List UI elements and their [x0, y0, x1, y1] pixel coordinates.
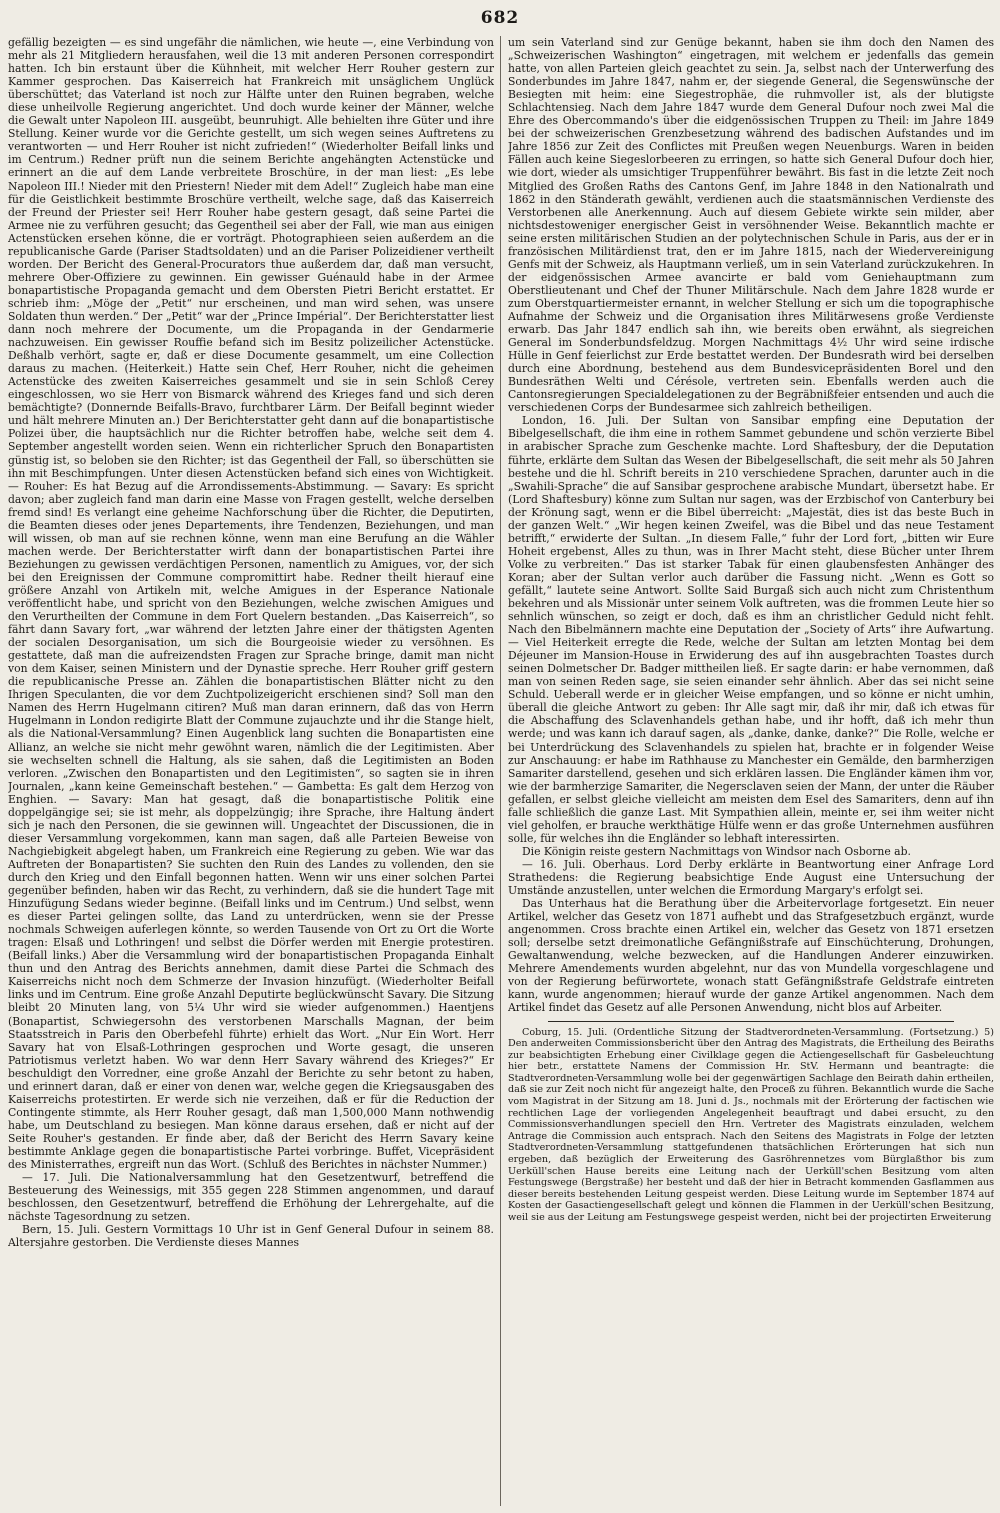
news-paragraph-oberhaus: — 16. Juli. Oberhaus. Lord Derby erklärte in Beantwortung einer Anfrage Lord Strathedens: die Regierung beabsichtige Ende August eine Untersuchung der Umstände anzustellen, unter welchen die Ermordung Margary's erfolgt sei.	[508, 857, 994, 898]
news-paragraph-17-juli: — 17. Juli. Die Nationalversammlung hat den Gesetzentwurf, betreffend die Besteuerung des Weinessigs, mit 355 gegen 228 Stimmen angenommen, und darauf beschlossen, den Gesetzentwurf, betreffend die Erhöhung der Lehrergehalte, auf die nächste Tagesordnung zu setzen.	[8, 1171, 494, 1224]
report-paragraph: gefällig bezeigten — es sind ungefähr die nämlichen, wie heute —, eine Verbindung von mehr als 21 Mitgliedern herausfahen, weil die 13 mit anderen Personen correspondirt hatten. Ich bin erstaunt über die Kühnheit, mit welcher Herr Rouher gestern zur Kammer gesprochen. Das Kaiserreich hat Frankreich mit unsäglichem Unglück überschüttet; das Vaterland ist noch zur Hälfte unter den Ruinen begraben, welche diese unheilvolle Regierung angerichtet. Und doch wurde keiner der Männer, welche die Gewalt unter Napoleon III. ausgeübt, beunruhigt. Alle behielten ihre Güter und ihre Stellung. Keiner wurde vor die Gerichte gestellt, um sich wegen seines Auftretens zu verantworten — und Herr Rouher ist nicht zufrieden!“ (Wiederholter Beifall links und im Centrum.) Redner prüft nun die seinem Berichte angehängten Actenstücke und erinnert an die auf dem Lande verbreitete Broschüre, in der man liest: „Es lebe Napoleon III.! Nieder mit den Priestern! Nieder mit dem Adel!“ Zugleich habe man eine für die Geistlichkeit bestimmte Broschüre vertheilt, welche sage, daß das Kaiserreich der Freund der Priester sei! Herr Rouher habe gestern gesagt, daß seine Partei die Armee nie zu verführen gesucht; das Gegentheil sei aber der Fall, wie man aus einigen Actenstücken ersehen könne, die er vorträgt. Photographieen seien außerdem an die republicanische Garde (Pariser Stadtsoldaten) und an die Pariser Polizeidiener vertheilt worden. Der Bericht des General-Procurators thue außerdem dar, daß man versucht, mehrere Ober-Offiziere zu gewinnen. Ein gewisser Guénauld habe in der Armee bonapartistische Propaganda gemacht und dem Obersten Pietri Bericht erstattet. Er schrieb ihm: „Möge der „Petit“ nur erscheinen, und man wird sehen, was unsere Soldaten thun werden.“ Der „Petit“ war der „Prince Impérial“. Der Berichterstatter liest dann noch mehrere der Documente, um die Propaganda in der Gendarmerie nachzuweisen. Ein gewisser Rouffie befand sich im Besitz polizeilicher Actenstücke. Deßhalb verhört, sagte er, daß er diese Documente gesammelt, um eine Collection daraus zu machen. (Heiterkeit.) Hatte sein Chef, Herr Rouher, nicht die geheimen Actenstücke des zweiten Kaiserreiches gesammelt und sie in sein Schloß Cerey eingeschlossen, wo sie Herr von Bismarck während des Krieges fand und sich deren bemächtigte? (Donnernde Beifalls-Bravo, furchtbarer Lärm. Der Beifall beginnt wieder und hält mehrere Minuten an.) Der Berichterstatter geht dann auf die bonapartistische Polizei über, die hauptsächlich nur die Richter betroffen habe, welche seit dem 4. September angestellt worden seien. Wenn ein richterlicher Spruch den Bonapartisten günstig ist, so beloben sie den Richter; ist das Gegentheil der Fall, so überschütten sie ihn mit Beschimpfungen. Unter diesen Actenstücken befand sich eines von Wichtigkeit. — Rouher: Es hat Bezug auf die Arrondissements-Abstimmung. — Savary: Es spricht davon; aber zugleich fand man darin eine Masse von Fragen gestellt, welche derselben fremd sind! Es verlangt eine geheime Nachforschung über die Richter, die Deputirten, die Beamten dieses oder jenes Departements, ihre Tendenzen, Beziehungen, und man will wissen, ob man auf sie rechnen könne, wenn man eine Berufung an die Wähler machen werde. Der Berichterstatter wirft dann der bonapartistischen Partei ihre Beziehungen zu gewissen verdächtigen Personen, namentlich zu Amigues, vor, der sich bei den Ereignissen der Commune compromittirt habe. Redner theilt hierauf eine größere Anzahl von Artikeln mit, welche Amigues in der Esperance Nationale veröffentlicht habe, und spricht von den Beziehungen, welche zwischen Amigues und den Verurtheilten der Commune in dem Fort Quelern bestanden. „Das Kaiserreich“, so fährt dann Savary fort, „war während der letzten Jahre einer der thätigsten Agenten der socialen Desorganisation, um sich die Bourgeoisie wieder zu versöhnen. Es gestattete, daß man die aufreizendsten Fragen zur Sprache bringe, damit man nicht von dem Kaiser, seinen Ministern und der Dynastie spreche. Herr Rouher griff gestern die republicanische Presse an. Zählen die bonapartistischen Blätter nicht zu den Ihrigen Speculanten, die vor dem Zuchtpolizeigericht erschienen sind? Soll man den Namen des Herrn Hugelmann citiren? Muß man daran erinnern, daß das von Herrn Hugelmann in London redigirte Blatt der Commune zujauchzte und ihr die Stange hielt, als die National-Versammlung? Einen Augenblick lang suchten die Bonapartisten eine Allianz, an welche sie nicht mehr gewöhnt waren, nämlich die der Legitimisten. Aber sie wechselten schnell die Haltung, als sie sahen, daß die Legitimisten an Boden verloren. „Zwischen den Bonapartisten und den Legitimisten“, so sagten sie in ihren Journalen, „kann keine Gemeinschaft bestehen.“ — Gambetta: Es galt dem Herzog von Enghien. — Savary: Man hat gesagt, daß die bonapartistische Politik eine doppelgängige sei; sie ist mehr, als doppelzüngig; ihre Sprache, ihre Haltung ändert sich je nach den Personen, die sie gewinnen will. Ungeachtet der Discussionen, die in dieser Versammlung vorgekommen, kann man sagen, daß alle Parteien Beweise von Nachgiebigkeit abgelegt haben, um Frankreich eine Regierung zu geben. Wie war das Auftreten der Bonapartisten? Sie suchten den Ruin des Landes zu vollenden, den sie durch den Krieg und den Einfall begonnen hatten. Wenn wir uns einer solchen Partei gegenüber befinden, haben wir das Recht, zu verhindern, daß sie die hundert Tage mit Hinzufügung Sedans wieder beginne. (Beifall links und im Centrum.) Und selbst, wenn es dieser Partei gelingen sollte, das Land zu unterdrücken, wenn sie der Presse nochmals Schweigen auferlegen könnte, so werden Tausende von Ort zu Ort die Worte tragen: Elsaß und Lothringen! und selbst die Dörfer werden mit Energie protestiren. (Beifall links.) Aber die Versammlung wird der bonapartistischen Propaganda Einhalt thun und den Antrag des Berichts annehmen, damit diese Partei die Schmach des Kaiserreichs nicht noch dem Schmerze der Invasion hinzufügt. (Wiederholter Beifall links und im Centrum. Eine große Anzahl Deputirte beglückwünscht Savary. Die Sitzung bleibt 20 Minuten lang, von 5¼ Uhr wird sie wieder aufgenommen.) Haentjens (Bonapartist, Schwiegersohn des verstorbenen Marschalls Magnan, der beim Staatsstreich in Paris den Oberbefehl führte) erhielt das Wort. „Nur Ein Wort. Herr Savary hat von Elsaß-Lothringen gesprochen und Worte gesagt, die unseren Patriotismus verletzt haben. Wo war denn Herr Savary während des Krieges?“ Er beschuldigt den Vorredner, eine große Anzahl der Berichte zu sehr betont zu haben, und erinnert daran, daß er einer von denen war, welche gegen die Kriegsausgaben des Kaiserreichs protestirten. Er werde sich nie verzeihen, daß er für die Reduction der Contingente stimmte, als Herr Rouher gesagt, daß man 1,500,000 Mann nothwendig habe, um Deutschland zu besiegen. Man könne daraus ersehen, daß er nicht auf der Seite Rouher's gestanden. Er finde aber, daß der Bericht des Herrn Savary keine bestimmte Anklage gegen die bonapartistische Partei vorbringe. Buffet, Vicepräsident des Ministerrathes, ergreift nun das Wort. (Schluß des Berichtes in nächster Nummer.)	[8, 36, 494, 1172]
right-column	[508, 36, 994, 1506]
page-number: 682	[480, 8, 520, 28]
section-rule	[548, 1021, 954, 1022]
news-paragraph-london: London, 16. Juli. Der Sultan von Sansibar empfing eine Deputation der Bibelgesellschaft, die ihm eine in rothem Sammet gebundene und schön verzierte Bibel in arabischer Sprache zum Geschenke machte. Lord Shaftesbury, der die Deputation führte, erklärte dem Sultan das Wesen der Bibelgesellschaft, die seit mehr als 50 Jahren bestehe und die hl. Schrift bereits in 210 verschiedene Sprachen, darunter auch in die „Swahili-Sprache“ die auf Sansibar gesprochene arabische Mundart, übersetzt habe. Er (Lord Shaftesbury) könne zum Sultan nur sagen, was der Erzbischof von Canterbury bei der Krönung sagt, wenn er die Bibel überreicht: „Majestät, dies ist das beste Buch in der ganzen Welt.“ „Wir hegen keinen Zweifel, was die Bibel und das neue Testament betrifft,“ erwiderte der Sultan. „In diesem Falle,“ fuhr der Lord fort, „bitten wir Eure Hoheit ergebenst, Alles zu thun, was in Ihrer Macht steht, diese Bücher unter Ihrem Volke zu verbreiten.“ Das ist starker Tabak für einen glaubensfesten Anhänger des Koran; aber der Sultan verlor auch darüber die Fassung nicht. „Wenn es Gott so gefällt,“ lautete seine Antwort. Sollte Said Burgaß sich auch nicht zum Christenthum bekehren und als Missionär unter seinem Volk auftreten, was die frommen Leute hier so sehnlich wünschen, so zeigt er doch, daß es ihm an christlicher Geduld nicht fehlt. Nach den Bibelmännern machte eine Deputation der „Society of Arts“ ihre Aufwartung. — Viel Heiterkeit erregte die Rede, welche der Sultan am letzten Montag bei dem Déjeuner im Mansion-House in Erwiderung des auf ihn ausgebrachten Toastes durch seinen Dolmetscher Dr. Badger mittheilen ließ. Er sagte darin: er habe vernommen, daß man von seinen Reden sage, sie seien einander sehr ähnlich. Aber das sei nicht seine Schuld. Ueberall werde er in gleicher Weise empfangen, und so könne er nicht umhin, überall die gleiche Antwort zu geben: Ihr Alle sagt mir, daß ihr mir, daß ich etwas für die Abschaffung des Sclavenhandels gethan habe, und ihr hofft, daß ich mehr thun werde; und was kann ich darauf sagen, als „danke, danke, danke?“ Die Rolle, welche er bei Unterdrückung des Sclavenhandels zu spielen hat, brachte er in folgender Weise zur Anschauung: er habe im Rathhause zu Manchester ein Gemälde, den barmherzigen Samariter darstellend, gesehen und sich erklären lassen. Die Engländer kämen ihm vor, wie der barmherzige Samariter, die Negersclaven seien der Mann, der unter die Räuber gefallen, er selbst gleiche vielleicht am meisten dem Esel des Samariters, denn auf ihn falle schließlich die ganze Last. Mit Sympathien allein, meinte er, sei ihm weiter nicht viel geholfen, er brauche werkthätige Hülfe wenn er das große Unternehmen ausführen solle, für welches ihn die Engländer so lebhaft interessirten.	[508, 414, 994, 845]
news-paragraph-koenigin: Die Königin reiste gestern Nachmittags von Windsor nach Osborne ab.	[522, 844, 911, 858]
column-divider	[500, 36, 501, 1506]
dufour-paragraph: um sein Vaterland sind zur Genüge bekannt, haben sie ihm doch den Namen des „Schweizerischen Washington“ eingetragen, mit welchem er jedenfalls das gemein hatte, von allen Parteien gleich geachtet zu sein. Ja, selbst nach der Unterwerfung des Sonderbundes im Jahre 1847, nahm er, der siegende General, die Segenswünsche der Besiegten mit heim: eine Siegestrophäe, die ruhmvoller ist, als der blutigste Schlachtensieg. Nach dem Jahre 1847 wurde dem General Dufour noch zwei Mal die Ehre des Obercommando's über die eidgenössischen Truppen zu Theil: im Jahre 1849 bei der schweizerischen Grenzbesetzung während des badischen Aufstandes und im Jahre 1856 zur Zeit des Conflictes mit Preußen wegen Neuenburgs. Waren in beiden Fällen auch keine Siegeslorbeeren zu erringen, so hatte sich General Dufour doch hier, wie dort, wieder als umsichtiger Truppenführer bewährt. Bis fast in die letzte Zeit noch Mitglied des Großen Raths des Cantons Genf, im Jahre 1848 in den Nationalrath und 1862 in den Ständerath gewählt, verdienen auch die staatsmännischen Verdienste des Verstorbenen alle Anerkennung. Auch auf diesem Gebiete wirkte sein milder, aber nichtsdestoweniger energischer Geist in versöhnender Weise. Bekanntlich machte er seine ersten militärischen Studien an der polytechnischen Schule in Paris, aus der er in französischen Militärdienst trat, den er im Jahre 1815, nach der Wiedervereinigung Genfs mit der Schweiz, als Hauptmann verließ, um in sein Vaterland zurückzukehren. In der eidgenössischen Armee avancirte er bald vom Geniehauptmann zum Oberstlieutenant und Chef der Thuner Militärschule. Nach dem Jahre 1828 wurde er zum Oberstquartiermeister ernannt, in welcher Stellung er sich um die topographische Aufnahme der Schweiz und die Organisation ihres Militärwesens große Verdienste erwarb. Das Jahr 1847 endlich sah ihn, wie bereits oben erwähnt, als siegreichen General im Sonderbundsfeldzug. Morgen Nachmittags 4½ Uhr wird seine irdische Hülle in Genf feierlichst zur Erde bestattet werden. Der Bundesrath wird bei derselben durch eine Abordnung, bestehend aus dem Bundesvicepräsidenten Borel und den Bundesräthen Welti und Cérésole, vertreten sein. Ebenfalls werden auch die Cantonsregierungen Specialdelegationen zu der Begräbnißfeier entsenden und auch die verschiedenen Corps der Bundesarmee sich zahlreich betheiligen.	[508, 36, 994, 415]
news-paragraph-unterhaus: Das Unterhaus hat die Berathung über die Arbeitervorlage fortgesetzt. Ein neuer Artikel, welcher das Gesetz von 1871 aufhebt und das Strafgesetzbuch ergänzt, wurde angenommen. Cross brachte einen Artikel ein, welcher das Gesetz von 1871 ersetzen soll; derselbe setzt dreimonatliche Gefängnißstrafe auf Einschüchterung, Drohungen, Gewaltanwendung, welche bezwecken, auf die Handlungen Anderer einzuwirken. Mehrere Amendements wurden abgelehnt, nur das von Mundella vorgeschlagene und von der Regierung befürwortete, wonach statt Gefängnißstrafe Geldstrafe eintreten kann, wurde angenommen; hierauf wurde der ganze Artikel angenommen. Nach dem Artikel findet das Gesetz auf alle Personen Anwendung, nicht blos auf Arbeiter.	[508, 897, 994, 1015]
news-paragraph-bern: Bern, 15. Juli. Gestern Vormittags 10 Uhr ist in Genf General Dufour in seinem 88. Altersjahre gestorben. Die Verdienste dieses Mannes	[8, 1223, 494, 1250]
left-column	[8, 36, 494, 1506]
news-paragraph-coburg: Coburg, 15. Juli. (Ordentliche Sitzung der Stadtverordneten-Versammlung. (Fortsetzung.) 5) Den anderweiten Commissionsbericht über den Antrag des Magistrats, die Ertheilung des Beiraths zur beabsichtigten Erhebung einer Civilklage gegen die Actiengesellschaft für Gasbeleuchtung hier betr., erstattete Namens der Commission Hr. StV. Hermann und beantragte: die Stadtverordneten-Versammlung wolle bei der gegenwärtigen Sachlage den Beirath dahin ertheilen, daß sie zur Zeit noch nicht für angezeigt halte, den Proceß zu führen. Bekanntlich wurde die Sache vom Magistrat in der Sitzung am 18. Juni d. Js., nochmals mit der Erörterung der factischen wie rechtlichen Lage der vorliegenden Angelegenheit beauftragt und dabei ersucht, zu den Commissionsverhandlungen speciell den Hrn. Vertreter des Magistrats einzuladen, welchem Antrage die Commission auch entsprach. Nach den Seitens des Magistrats in Folge der letzten Stadtverordneten-Versammlung stattgefundenen thatsächlichen Erörterungen hat sich nun ergeben, daß bezüglich der Erweiterung des Gasröhrennetzes vom Bürglaßthor bis zum Uerküll'schen Hause bereits eine Leitung nach der Uerküll'schen Besitzung vom alten Festungswege (Bergstraße) her besteht und daß der hier in Betracht kommenden Gasflammen aus dieser bereits bestehenden Leitung gespeist werden. Diese Leitung wurde im September 1874 auf Kosten der Gasactiengesellschaft gelegt und können die Flammen in der Uerküll'schen Besitzung, weil sie aus der Leitung am Festungswege gespeist werden, nicht bei der projectirten Erweiterung	[508, 1026, 994, 1224]
